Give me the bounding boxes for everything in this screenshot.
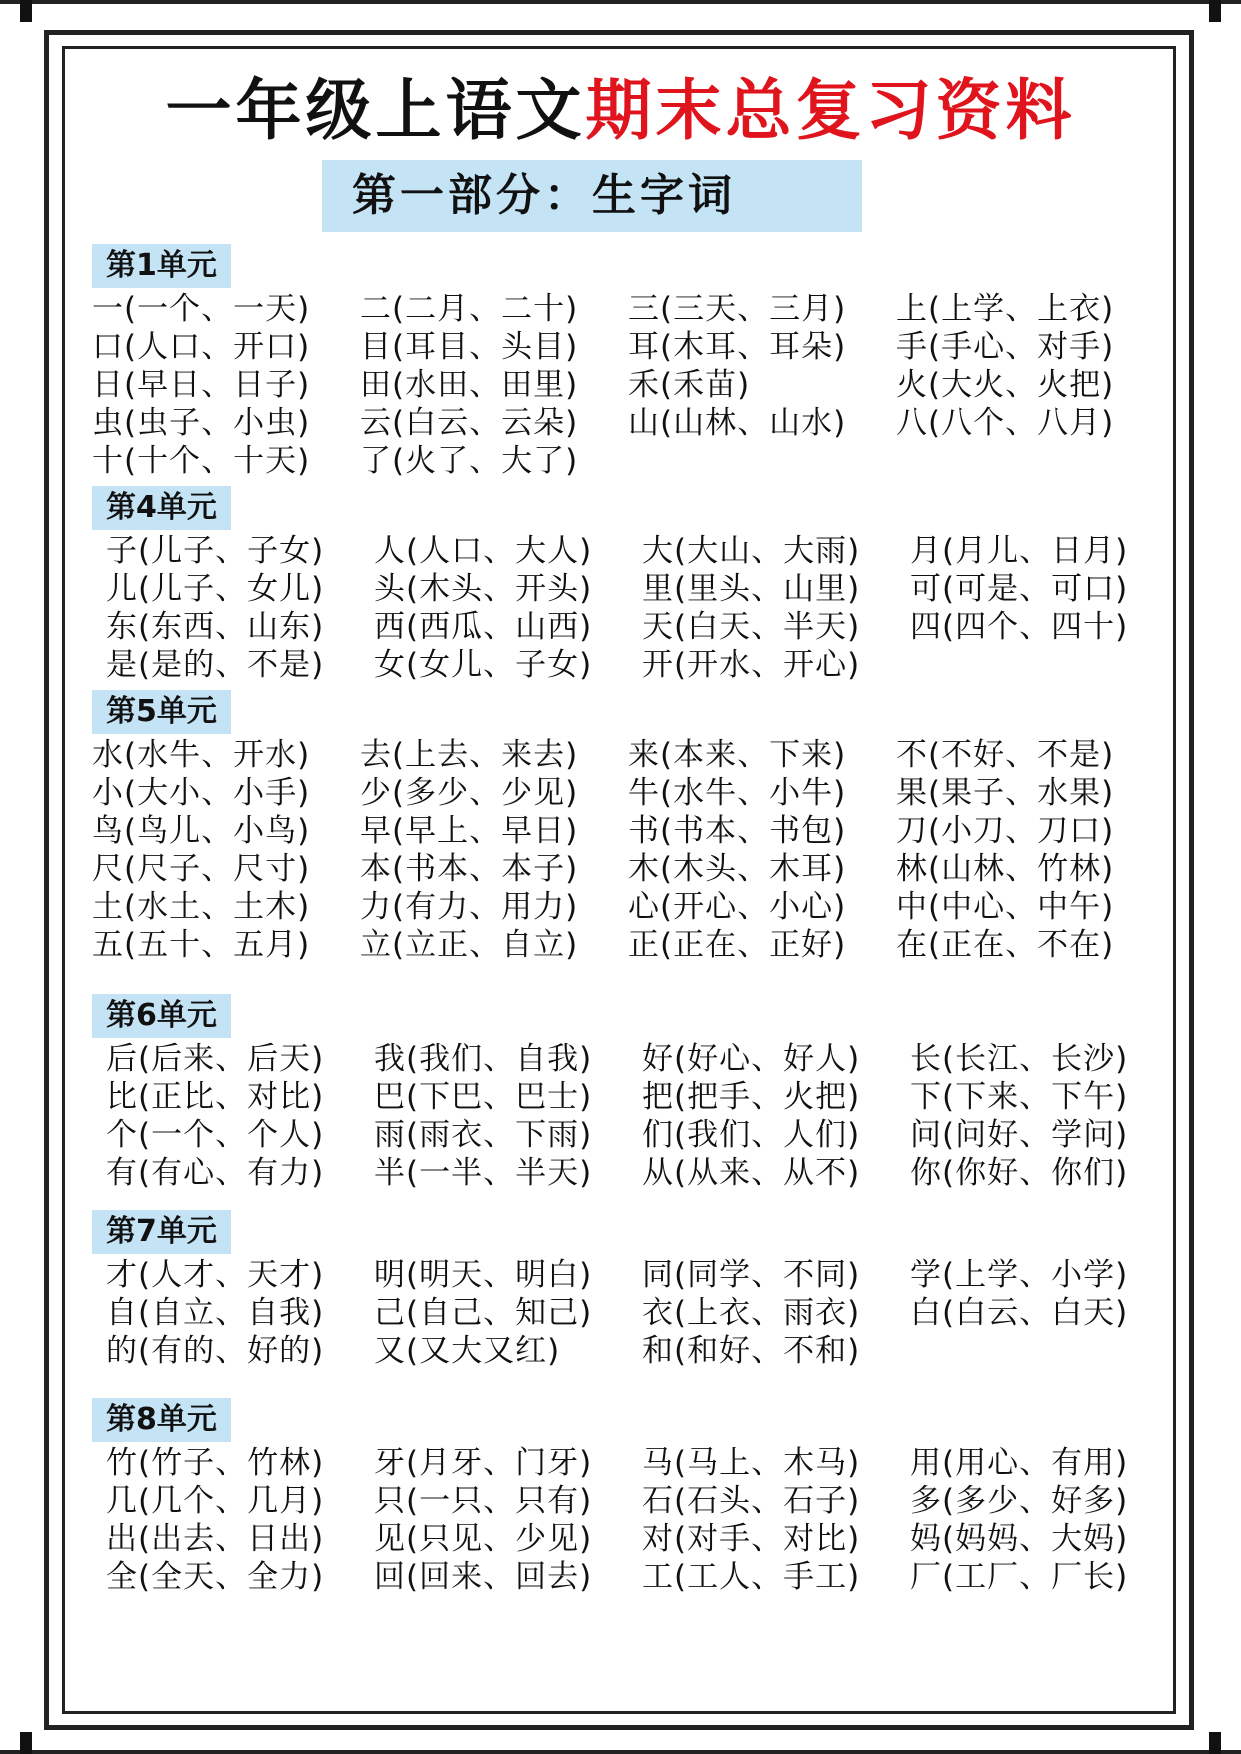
vocab-entry: 己(自己、知己) [374, 1295, 593, 1331]
vocab-entry: 在(正在、不在) [896, 927, 1115, 963]
vocab-entry: 立(立正、自立) [360, 927, 579, 963]
vocab-entry: 东(东西、山东) [106, 609, 325, 645]
vocab-row [92, 290, 1162, 328]
vocab-entry: 上(上学、上衣) [896, 291, 1115, 327]
vocab-entry: 来(本来、下来) [628, 737, 847, 773]
section-title: 第一部分：生字词 [322, 160, 862, 232]
vocab-entry: 自(自立、自我) [106, 1295, 325, 1331]
vocab-entry: 木(木头、木耳) [628, 851, 847, 887]
vocab-entry: 田(水田、田里) [360, 367, 579, 403]
vocab-entry: 不(不好、不是) [896, 737, 1115, 773]
vocab-entry: 用(用心、有用) [910, 1445, 1129, 1481]
unit-section [92, 1210, 1162, 1370]
title-red-part: 期末总复习资料 [585, 72, 1076, 149]
vocab-entry: 明(明天、明白) [374, 1257, 593, 1293]
vocab-entry: 又(又大又红) [374, 1333, 561, 1369]
unit-label: 第5单元 [92, 690, 231, 734]
vocab-entry: 日(早日、日子) [92, 367, 311, 403]
vocab-entry: 开(开水、开心) [642, 647, 861, 683]
vocab-entry: 全(全天、全力) [106, 1559, 325, 1595]
vocab-entry: 小(大小、小手) [92, 775, 311, 811]
vocab-entry: 巴(下巴、巴士) [374, 1079, 593, 1115]
vocab-row [92, 442, 1162, 480]
vocab-entry: 才(人才、天才) [106, 1257, 325, 1293]
vocab-entry: 心(开心、小心) [628, 889, 847, 925]
vocab-entry: 儿(儿子、女儿) [106, 571, 325, 607]
vocab-row [92, 404, 1162, 442]
vocab-entry: 果(果子、水果) [896, 775, 1115, 811]
vocab-entry: 后(后来、后天) [106, 1041, 325, 1077]
vocab-row [106, 1078, 1162, 1116]
vocab-row [106, 1116, 1162, 1154]
vocab-entry: 同(同学、不同) [642, 1257, 861, 1293]
vocab-entry: 书(书本、书包) [628, 813, 847, 849]
vocab-entry: 本(书本、本子) [360, 851, 579, 887]
vocab-entry: 大(大山、大雨) [642, 533, 861, 569]
vocab-entry: 五(五十、五月) [92, 927, 311, 963]
vocab-entry: 早(早上、早日) [360, 813, 579, 849]
vocab-row [106, 608, 1162, 646]
vocab-entry: 妈(妈妈、大妈) [910, 1521, 1129, 1557]
vocab-entry: 从(从来、从不) [642, 1155, 861, 1191]
vocab-entry: 几(几个、几月) [106, 1483, 325, 1519]
vocab-row [92, 850, 1162, 888]
vocab-entry: 们(我们、人们) [642, 1117, 861, 1153]
vocab-row [106, 532, 1162, 570]
vocab-row [106, 1256, 1162, 1294]
vocab-row [92, 812, 1162, 850]
vocab-entry: 目(耳目、头目) [360, 329, 579, 365]
vocab-entry: 林(山林、竹林) [896, 851, 1115, 887]
vocab-entry: 土(水土、土木) [92, 889, 311, 925]
vocab-row [106, 646, 1162, 684]
vocab-entry: 四(四个、四十) [910, 609, 1129, 645]
vocab-row [106, 1154, 1162, 1192]
vocab-row [106, 1040, 1162, 1078]
vocab-entry: 石(石头、石子) [642, 1483, 861, 1519]
vocab-row [106, 1294, 1162, 1332]
vocab-entry: 的(有的、好的) [106, 1333, 325, 1369]
vocab-entry: 你(你好、你们) [910, 1155, 1129, 1191]
vocab-row [92, 926, 1162, 964]
vocab-entry: 女(女儿、子女) [374, 647, 593, 683]
vocab-entry: 牙(月牙、门牙) [374, 1445, 593, 1481]
vocab-entry: 西(西瓜、山西) [374, 609, 593, 645]
unit-section [92, 690, 1162, 964]
vocab-entry: 天(白天、半天) [642, 609, 861, 645]
vocab-entry: 只(一只、只有) [374, 1483, 593, 1519]
page-title [0, 66, 1241, 156]
vocab-entry: 水(水牛、开水) [92, 737, 311, 773]
vocab-entry: 回(回来、回去) [374, 1559, 593, 1595]
vocab-row [92, 774, 1162, 812]
vocab-entry: 竹(竹子、竹林) [106, 1445, 325, 1481]
vocab-row [106, 1332, 1162, 1370]
unit-section [92, 486, 1162, 684]
unit-section [92, 994, 1162, 1192]
unit-section [92, 1398, 1162, 1596]
vocab-entry: 衣(上衣、雨衣) [642, 1295, 861, 1331]
vocab-entry: 牛(水牛、小牛) [628, 775, 847, 811]
vocab-entry: 白(白云、白天) [910, 1295, 1129, 1331]
title-black-part: 一年级上语文 [165, 72, 586, 149]
vocab-entry: 少(多少、少见) [360, 775, 579, 811]
vocab-entry: 我(我们、自我) [374, 1041, 593, 1077]
vocab-entry: 好(好心、好人) [642, 1041, 861, 1077]
vocab-row [92, 736, 1162, 774]
vocab-entry: 是(是的、不是) [106, 647, 325, 683]
vocab-entry: 问(问好、学问) [910, 1117, 1129, 1153]
vocab-entry: 手(手心、对手) [896, 329, 1115, 365]
vocab-entry: 出(出去、日出) [106, 1521, 325, 1557]
vocab-entry: 一(一个、一天) [92, 291, 311, 327]
vocab-row [106, 570, 1162, 608]
vocab-entry: 虫(虫子、小虫) [92, 405, 311, 441]
vocab-entry: 去(上去、来去) [360, 737, 579, 773]
vocab-entry: 头(木头、开头) [374, 571, 593, 607]
vocab-entry: 鸟(鸟儿、小鸟) [92, 813, 311, 849]
vocab-entry: 八(八个、八月) [896, 405, 1115, 441]
vocab-row [106, 1482, 1162, 1520]
vocab-entry: 火(大火、火把) [896, 367, 1115, 403]
vocab-entry: 月(月儿、日月) [910, 533, 1129, 569]
vocab-entry: 马(马上、木马) [642, 1445, 861, 1481]
vocab-entry: 里(里头、山里) [642, 571, 861, 607]
vocab-entry: 对(对手、对比) [642, 1521, 861, 1557]
vocab-entry: 三(三天、三月) [628, 291, 847, 327]
vocab-entry: 雨(雨衣、下雨) [374, 1117, 593, 1153]
vocab-entry: 刀(小刀、刀口) [896, 813, 1115, 849]
unit-label: 第8单元 [92, 1398, 231, 1442]
unit-section [92, 244, 1162, 480]
vocab-entry: 口(人口、开口) [92, 329, 311, 365]
vocab-entry: 个(一个、个人) [106, 1117, 325, 1153]
vocab-entry: 人(人口、大人) [374, 533, 593, 569]
vocab-entry: 中(中心、中午) [896, 889, 1115, 925]
vocab-row [106, 1558, 1162, 1596]
vocab-entry: 比(正比、对比) [106, 1079, 325, 1115]
vocab-entry: 长(长江、长沙) [910, 1041, 1129, 1077]
unit-label: 第7单元 [92, 1210, 231, 1254]
vocab-entry: 子(儿子、子女) [106, 533, 325, 569]
vocab-entry: 二(二月、二十) [360, 291, 579, 327]
unit-label: 第6单元 [92, 994, 231, 1038]
vocab-entry: 了(火了、大了) [360, 443, 579, 479]
vocab-entry: 山(山林、山水) [628, 405, 847, 441]
unit-label: 第4单元 [92, 486, 231, 530]
vocab-entry: 厂(工厂、厂长) [910, 1559, 1129, 1595]
vocab-entry: 云(白云、云朵) [360, 405, 579, 441]
vocab-entry: 禾(禾苗) [628, 367, 751, 403]
vocab-entry: 工(工人、手工) [642, 1559, 861, 1595]
vocab-entry: 把(把手、火把) [642, 1079, 861, 1115]
vocab-row [92, 366, 1162, 404]
vocab-entry: 下(下来、下午) [910, 1079, 1129, 1115]
unit-label: 第1单元 [92, 244, 231, 288]
vocab-entry: 学(上学、小学) [910, 1257, 1129, 1293]
vocab-entry: 和(和好、不和) [642, 1333, 861, 1369]
vocab-entry: 半(一半、半天) [374, 1155, 593, 1191]
vocab-row [106, 1444, 1162, 1482]
vocab-row [106, 1520, 1162, 1558]
vocab-row [92, 888, 1162, 926]
vocab-entry: 力(有力、用力) [360, 889, 579, 925]
vocab-entry: 尺(尺子、尺寸) [92, 851, 311, 887]
vocab-entry: 多(多少、好多) [910, 1483, 1129, 1519]
vocab-entry: 耳(木耳、耳朵) [628, 329, 847, 365]
vocab-entry: 见(只见、少见) [374, 1521, 593, 1557]
vocab-entry: 正(正在、正好) [628, 927, 847, 963]
vocab-row [92, 328, 1162, 366]
vocab-entry: 有(有心、有力) [106, 1155, 325, 1191]
vocab-entry: 可(可是、可口) [910, 571, 1129, 607]
vocab-entry: 十(十个、十天) [92, 443, 311, 479]
